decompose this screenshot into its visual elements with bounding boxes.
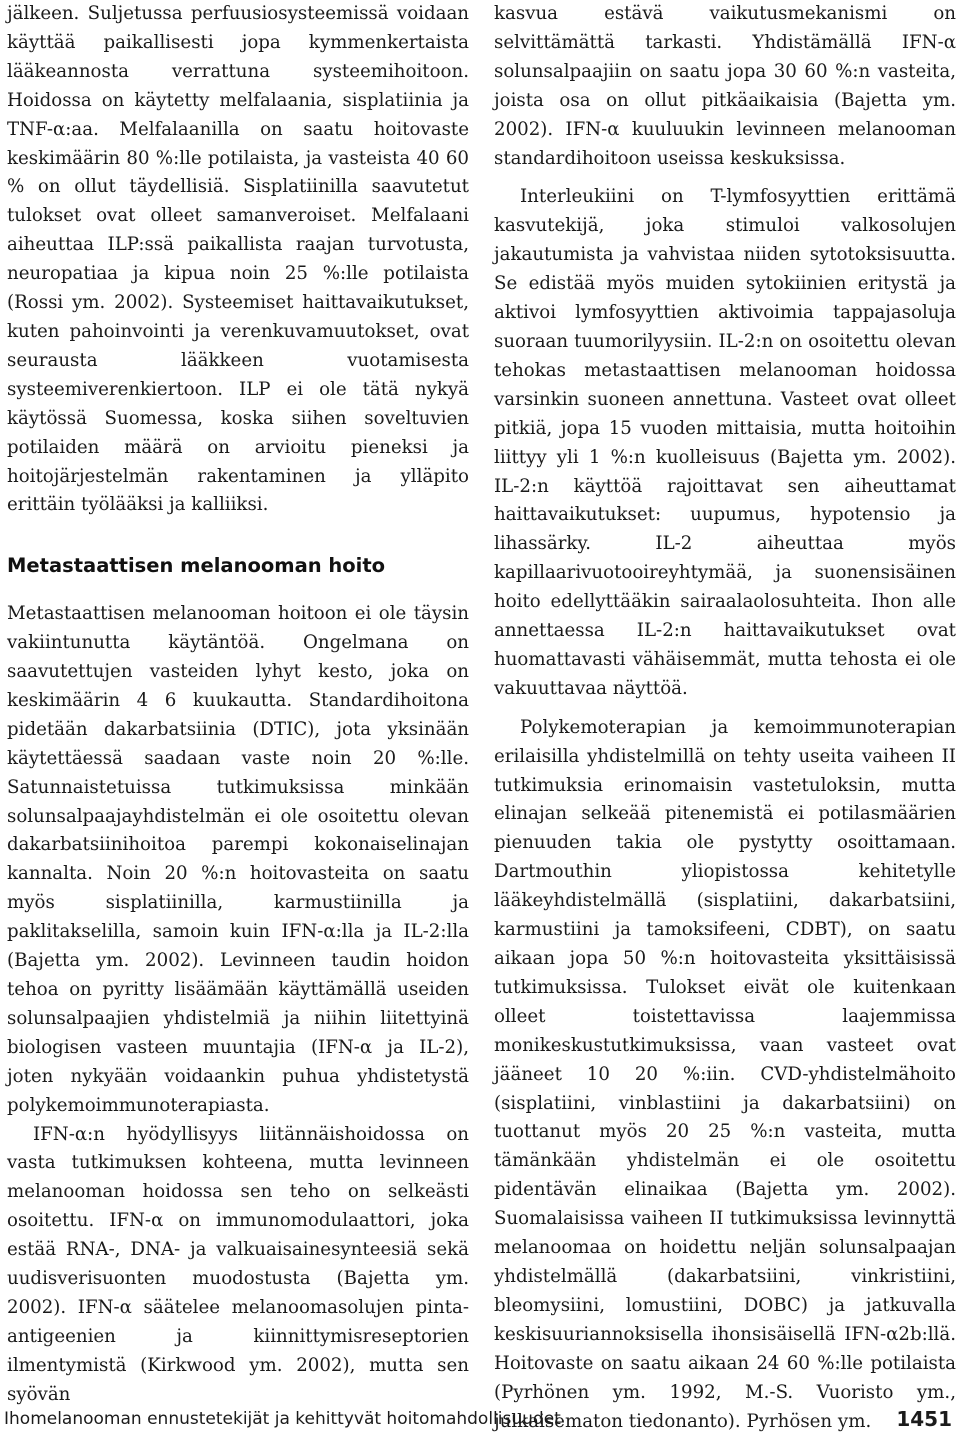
left-paragraph-metastatic: Metastaattisen melanooman hoitoon ei ole täysin vakiintunutta käytäntöä. Ongelmana on saavutettujen vasteiden lyhyt kesto, joka on keskimäärin 4 6 kuukautta. Standardihoitona pidetään dakarbatsiinia (DTIC), jota yksinään käytettäessä saadaan vaste noin 20 %:lle. Satunnaistetuissa tutkimuksissa minkään solunsalpaajayhdistelmän ei ole osoitettu olevan dakarbatsiinihoitoa parempi kokonaiselinajan kannalta. Noin 20 %:n hoitovasteita on saatu myös sisplatiinilla, karmustiinilla ja paklitakselilla, samoin kuin IFN-α:lla ja IL-2:lla (Bajetta ym. 2002). Levinneen taudin hoidon tehoa on pyritty lisäämään käyttämällä useiden solunsalpaajien yhdistelmiä ja niihin liitettyinä biologisen vasteen muuntajia (IFN-α ja IL-2), joten nykyään voidaankin puhua yhdistetystä polykemoimmunoterapiasta. xyxy=(7,603,469,1116)
left-column xyxy=(7,0,469,1410)
section-heading-metastatic-treatment: Metastaattisen melanooman hoito xyxy=(7,554,386,578)
left-paragraph-ilp: jälkeen. Suljetussa perfuusiosysteemissä voidaan käyttää paikallisesti jopa kymmenkertaista lääkeannosta verrattuna systeemihoitoon. Hoidossa on käytetty melfalaania, sisplatiinia ja TNF-α:aa. Melfalaanilla on saatu hoitovaste keskimäärin 80 %:lle potilaista, ja vasteista 40 60 % on ollut täydellisiä. Sisplatiinilla saavutetut tulokset ovat olleet samanveroiset. Melfalaani aiheuttaa ILP:ssä paikallista raajan turvotusta, neuropatiaa ja kipua noin 25 %:lle potilaista (Rossi ym. 2002). Systeemiset haittavaikutukset, kuten pahoinvointi ja verenkuvamuutokset, ovat seurausta lääkkeen vuotamisesta systeemiverenkiertoon. ILP ei ole tätä nykyä käytössä Suomessa, koska siihen soveltuvien potilaiden määrä on arvioitu pieneksi ja hoitojärjestelmän rakentaminen ja ylläpito erittäin työlääksi ja kalliiksi. xyxy=(7,3,469,516)
right-paragraph-interleukin: Interleukiini on T-lymfosyyttien erittämä kasvutekijä, joka stimuloi valkosolujen jakautumista ja vahvistaa niiden sytotoksisuutta. Se edistää myös muiden sytokiinien eritystä ja aktivoi lymfosyyttien aktivoimia tappajasoluja suoraan tuumorilyysiin. IL-2:n on osoitettu olevan tehokas metastaattisen melanooman hoidossa varsinkin suoneen annettuna. Vasteet ovat olleet pitkiä, jopa 15 vuoden mittaisia, mutta hoitoihin liittyy yli 1 %:n kuolleisuus (Bajetta ym. 2002). IL-2:n käyttöä rajoittavat sen aiheuttamat haittavaikutukset: uupumus, hypotensio ja lihassärky. IL-2 aiheuttaa myös kapillaarivuotooireyhtymää, ja suonensisäinen hoito edellyttääkin sairaalaolosuhteita. Ihon alle annettaessa IL-2:n haittavaikutukset ovat huomattavasti vähäisemmät, mutta tehosta ei ole vakuuttavaa näyttöä. xyxy=(494,186,956,699)
right-paragraph-polychemotherapy: Polykemoterapian ja kemoimmunoterapian erilaisilla yhdistelmillä on tehty useita vaiheen II tutkimuksia erinomaisin vastetuloksin, mutta elinajan selkeää pitenemistä ei potilasmäärien pienuuden takia ole pystytty osoittamaan. Dartmouthin yliopistossa kehitetylle lääkeyhdistelmällä (sisplatiini, dakarbatsiini, karmustiini ja tamoksifeeni, CDBT), on saatu aikaan jopa 50 %:n hoitovasteita yksittäisissä tutkimuksissa. Tulokset eivät ole kuitenkaan olleet toistettavissa laajemmissa monikeskustutkimuksissa, vaan vasteet ovat jääneet 10 20 %:iin. CVD-yhdistelmähoito (sisplatiini, vinblastiini ja dakarbatsiini) on tuottanut myös 20 25 %:n vasteita, mutta tämänkään yhdistelmän ei ole osoitettu pidentävän elinaikaa (Bajetta ym. 2002). Suomalaisissa vaiheen II tutkimuksissa levinnyttä melanoomaa on hoidettu neljän solunsalpaajan yhdistelmällä (dakarbatsiini, vinkristiini, bleomysiini, lomustiini, DOBC) ja jatkuvalla keskisuuriannoksisella ihonsisäisellä IFN-α2b:llä. Hoitovaste on saatu aikaan 24 60 %:lle potilaista (Pyrhönen ym. 1992, M.-S. Vuoristo ym., julkaisematon tiedonanto). Pyrhösen ym. xyxy=(494,716,956,1432)
right-paragraph-ifn-continued: kasvua estävä vaikutusmekanismi on selvittämättä tarkasti. Yhdistämällä IFN-α solunsalpaajiin on saatu jopa 30 60 %:n vasteita, joista osa on ollut pitkäaikaisia (Bajetta ym. 2002). IFN-α kuuluukin levinneen melanooman standardihoitoon useissa keskuksissa. xyxy=(494,3,956,169)
running-title: Ihomelanooman ennustetekijät ja kehittyvät hoitomahdollisuudet xyxy=(4,1409,561,1429)
left-paragraph-ifn-alpha: IFN-α:n hyödyllisyys liitännäishoidossa on vasta tutkimuksen kohteena, mutta levinneen melanooman hoidossa sen teho on selkeästi osoitettu. IFN-α on immunomodulaattori, joka estää RNA-, DNA- ja valkuaisainesynteesiä sekä uudisverisuonten muodostusta (Bajetta ym. 2002). IFN-α säätelee melanoomasolujen pinta-antigeenien ja kiinnittymisreseptorien ilmentymistä (Kirkwood ym. 2002), mutta sen syövän xyxy=(7,1123,469,1405)
page-number: 1451 xyxy=(896,1407,952,1431)
right-column xyxy=(494,0,956,1436)
